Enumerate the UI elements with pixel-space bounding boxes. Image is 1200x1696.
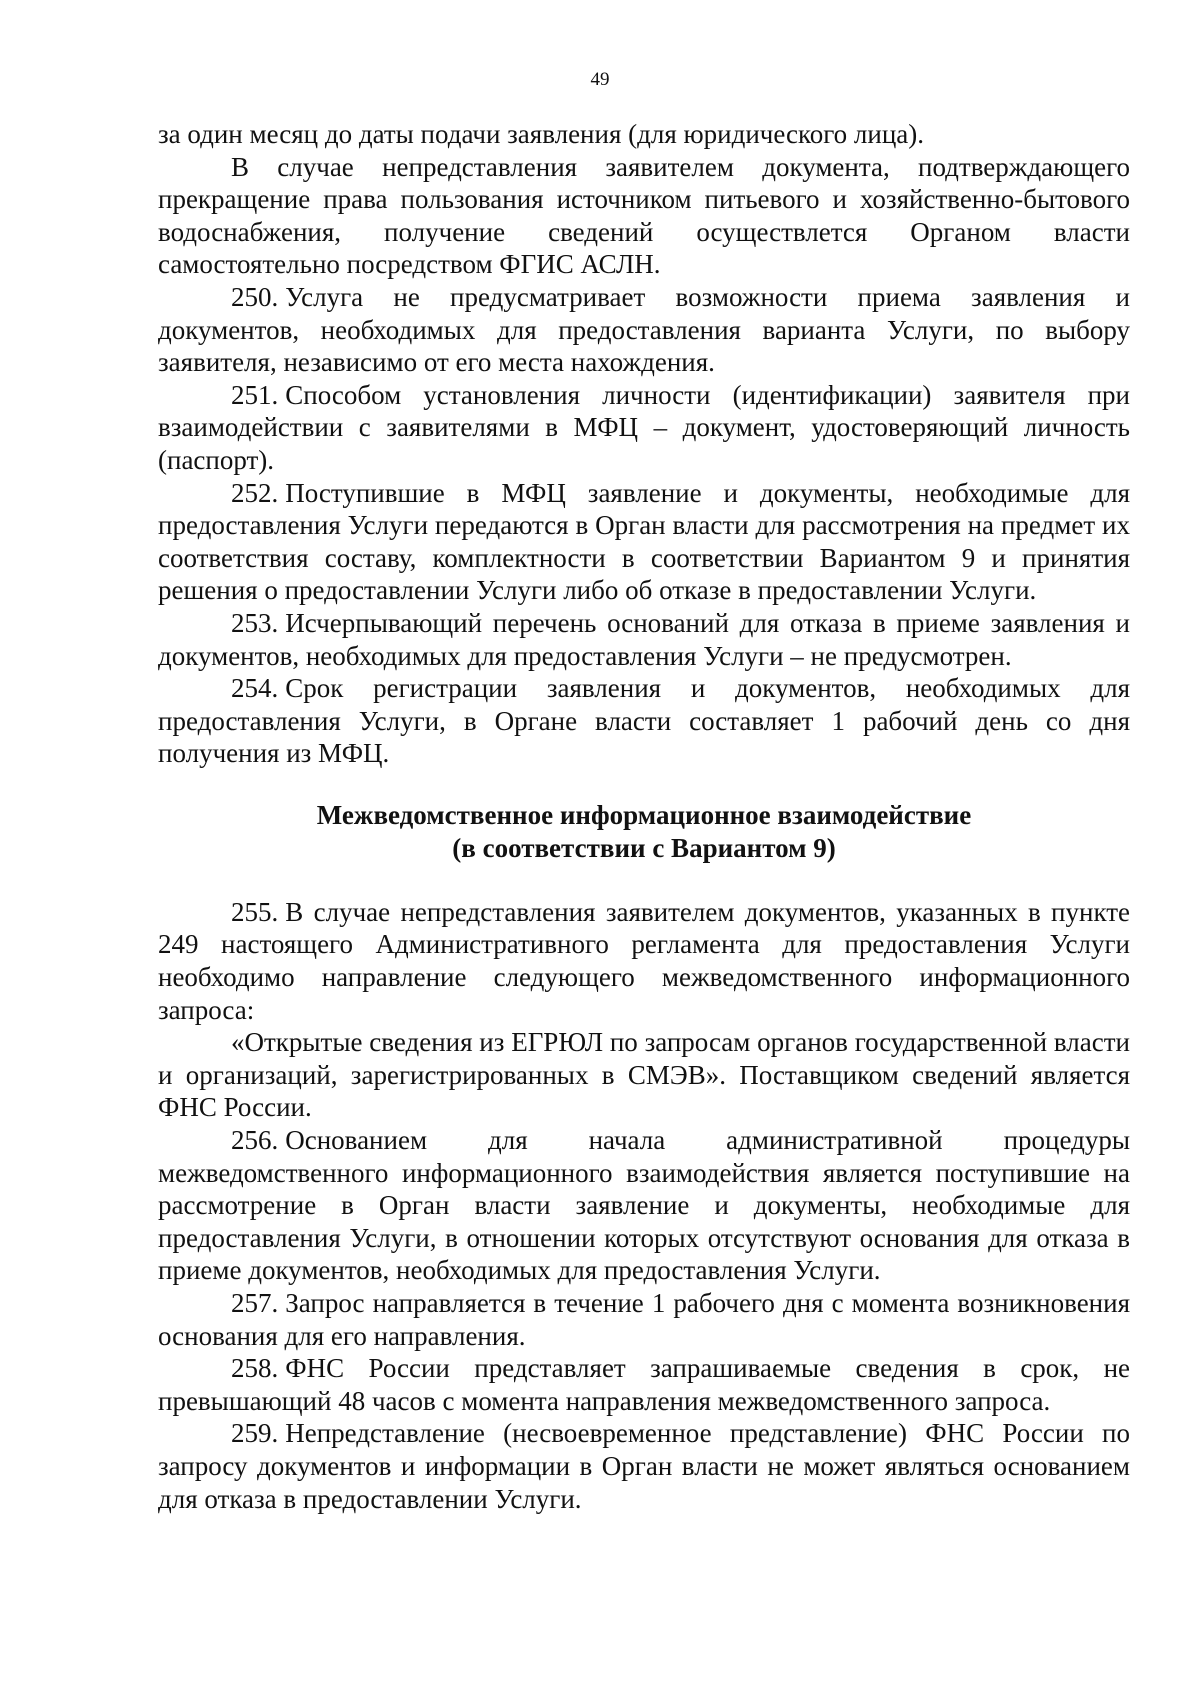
paragraph-text: Исчерпывающий перечень оснований для отказа в приеме заявления и документов, необходимых для предоставления Услуги – не предусмотрен. xyxy=(158,607,1130,671)
page-number: 49 xyxy=(590,69,610,90)
paragraph-number: 259. xyxy=(231,1418,279,1449)
paragraph-number: 253. xyxy=(231,607,279,638)
paragraph-number: 250. xyxy=(231,281,279,312)
paragraph-text: ФНС России представляет запрашиваемые сведения в срок, не превышающий 48 часов с момента направления межведомственного запроса. xyxy=(158,1353,1130,1416)
paragraph xyxy=(158,151,1130,281)
paragraph-continuation xyxy=(158,118,1130,151)
paragraph-text: Срок регистрации заявления и документов, необходимых для предоставления Услуги, в Органе власти составляет 1 рабочий день со дня получения из МФЦ. xyxy=(158,673,1130,769)
paragraph-number: 251. xyxy=(231,379,279,410)
paragraph-text: В случае непредставления заявителем документа, подтверждающего прекращение права пользования источником питьевого и хозяйственно-бытового водоснабжения, получение сведений осуществлется Органом власти самостоятельно посредством ФГИС АСЛН. xyxy=(158,151,1130,280)
section-heading-line-2: (в соответствии с Вариантом 9) xyxy=(452,832,836,863)
paragraph-number: 254. xyxy=(231,673,279,704)
paragraph-255 xyxy=(158,896,1130,1026)
paragraph-text: за один месяц до даты подачи заявления (для юридического лица). xyxy=(158,119,925,149)
paragraph-number: 252. xyxy=(231,477,279,508)
paragraph-text: Основанием для начала административной процедуры межведомственного информационного взаимодействия является поступившие на рассмотрение в Орган власти заявление и документы, необходимые для предоставления Услуги, в отношении которых отсутствуют основания для отказа в приеме документов, необходимых для предоставления Услуги. xyxy=(158,1125,1130,1286)
section-heading xyxy=(158,799,1130,865)
paragraph-258 xyxy=(158,1352,1130,1417)
paragraph-text: Запрос направляется в течение 1 рабочего дня с момента возникновения основания для его направления. xyxy=(158,1288,1130,1351)
paragraph-number: 258. xyxy=(231,1353,279,1384)
paragraph-text: Непредставление (несвоевременное представление) ФНС России по запросу документов и информации в Орган власти не может являться основанием для отказа в предоставлении Услуги. xyxy=(158,1418,1130,1514)
paragraph-text: Способом установления личности (идентификации) заявителя при взаимодействии с заявителями в МФЦ – документ, удостоверяющий личность (паспорт). xyxy=(158,379,1130,475)
section-heading-line-1: Межведомственное информационное взаимодействие xyxy=(316,799,972,830)
paragraph-256 xyxy=(158,1124,1130,1287)
paragraph-252 xyxy=(158,477,1130,607)
document-body xyxy=(158,118,1130,1515)
paragraph-text: Поступившие в МФЦ заявление и документы, необходимые для предоставления Услуги передаются в Орган власти для рассмотрения на предмет их соответствия составу, комплектности в соответствии Вариантом 9 и принятия решения о предоставлении Услуги либо об отказе в предоставлении Услуги. xyxy=(158,477,1130,606)
paragraph-250 xyxy=(158,281,1130,379)
paragraph-257 xyxy=(158,1287,1130,1352)
paragraph-number: 257. xyxy=(231,1288,279,1318)
paragraph-251 xyxy=(158,379,1130,477)
paragraph-quote xyxy=(158,1026,1130,1124)
paragraph-text: Услуга не предусматривает возможности приема заявления и документов, необходимых для предоставления варианта Услуги, по выбору заявителя, независимо от его места нахождения. xyxy=(158,281,1130,378)
paragraph-text: «Открытые сведения из ЕГРЮЛ по запросам органов государственной власти и организаций, зарегистрированных в СМЭВ». Поставщиком сведений является ФНС России. xyxy=(158,1027,1130,1123)
paragraph-254 xyxy=(158,672,1130,770)
paragraph-number: 256. xyxy=(231,1125,279,1156)
paragraph-259 xyxy=(158,1417,1130,1515)
paragraph-text: В случае непредставления заявителем документов, указанных в пункте 249 настоящего Административного регламента для предоставления Услуги необходимо направление следующего межведомственного информационного запроса: xyxy=(158,896,1130,1025)
paragraph-253 xyxy=(158,607,1130,672)
paragraph-number: 255. xyxy=(231,896,279,927)
